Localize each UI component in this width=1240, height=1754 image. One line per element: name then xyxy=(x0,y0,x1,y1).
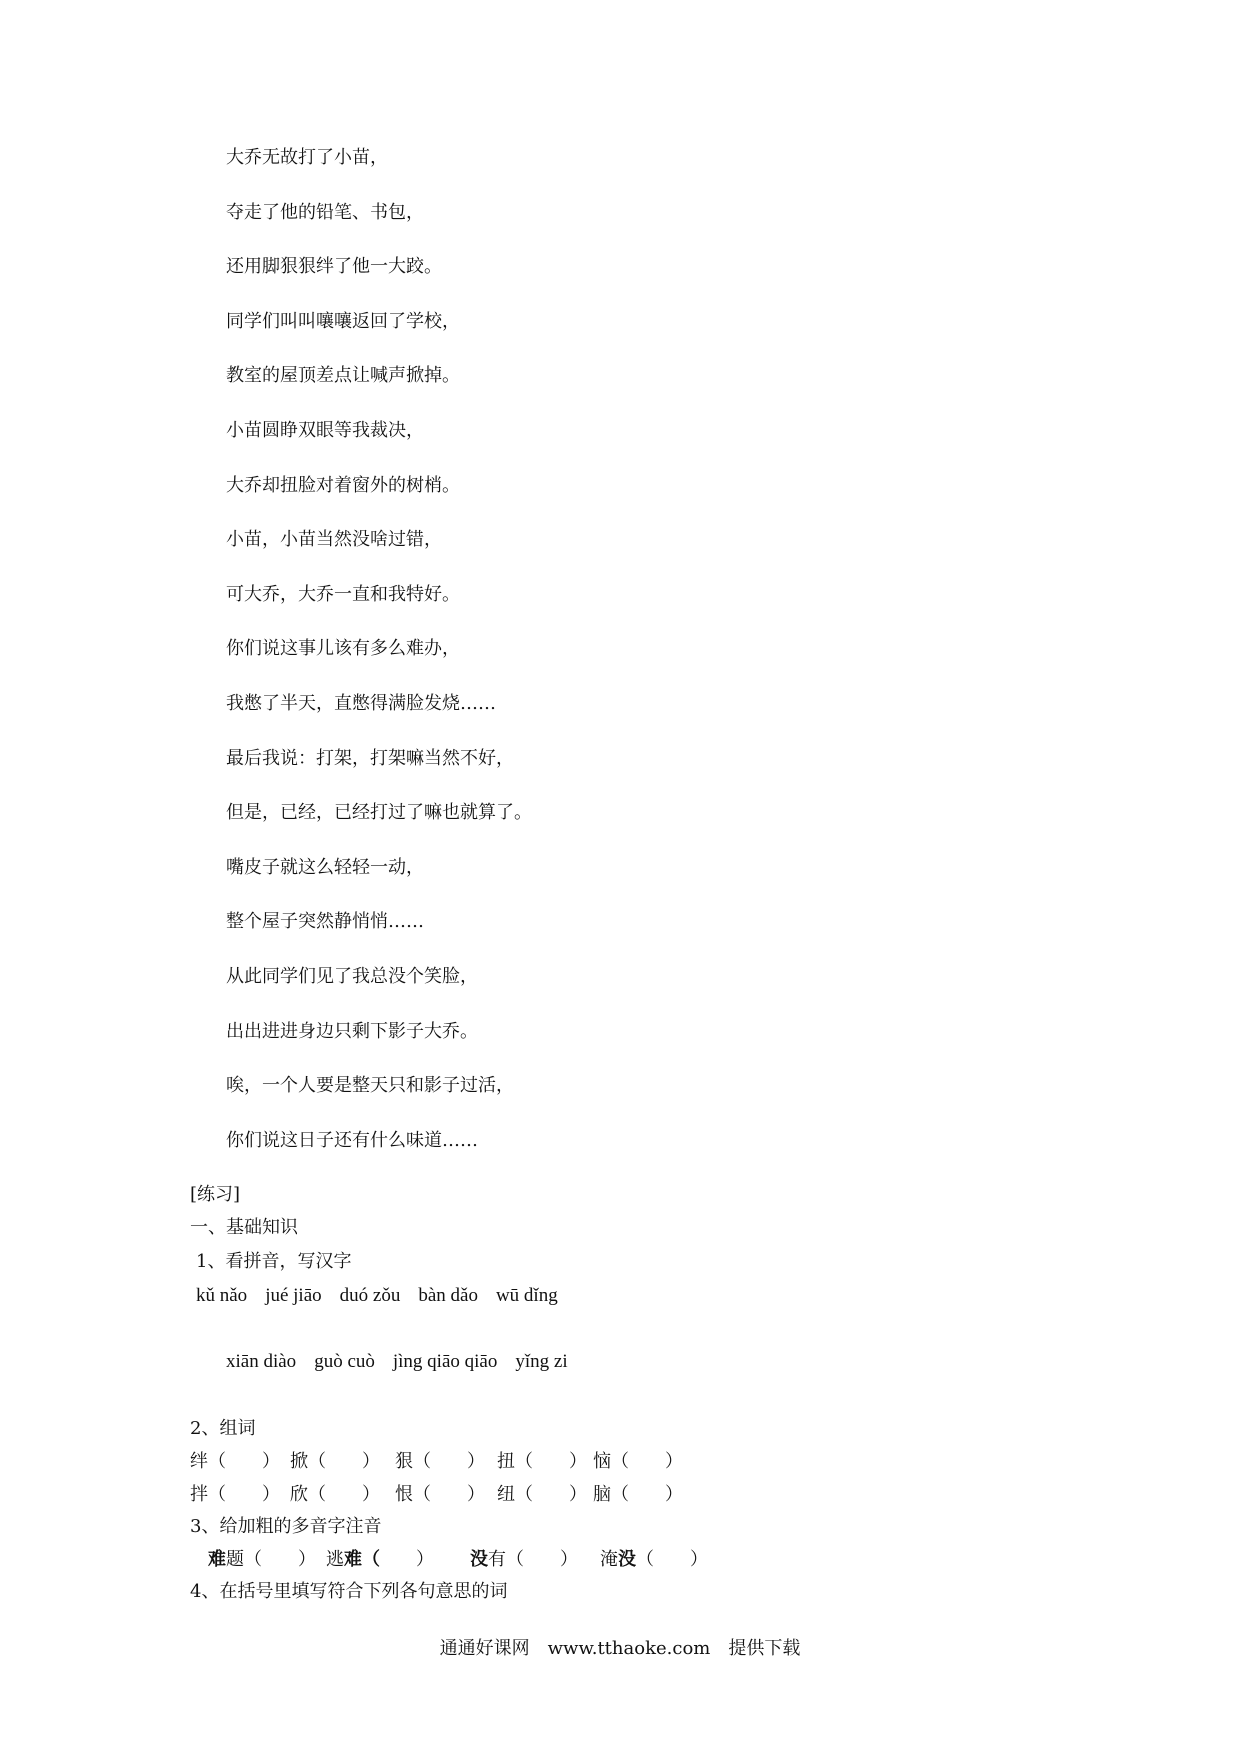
poem-line: 出出进进身边只剩下影子大乔。 xyxy=(226,1020,478,1042)
pinyin-item: jué jiāo xyxy=(265,1285,322,1306)
word-cell: 欣（ ） xyxy=(290,1484,380,1505)
polyphone-item xyxy=(326,1548,434,1572)
poem-line: 可大乔，大乔一直和我特好。 xyxy=(226,583,460,605)
word-cell: 恨（ ） xyxy=(395,1484,485,1505)
poem-line: 你们说这事儿该有多么难办， xyxy=(226,638,460,660)
polyphone-bold: 没 xyxy=(470,1549,488,1570)
poem-line: 唉，一个人要是整天只和影子过活， xyxy=(226,1075,514,1097)
poem-line: 你们说这日子还有什么味道…… xyxy=(226,1129,478,1151)
poem-line: 嘴皮子就这么轻轻一动， xyxy=(226,856,424,878)
polyphone-item xyxy=(470,1548,578,1572)
pinyin-item: xiān diào xyxy=(226,1351,297,1372)
polyphone-item xyxy=(600,1548,708,1572)
pinyin-row-2 xyxy=(226,1350,586,1374)
polyphone-post: （ ） xyxy=(636,1549,708,1570)
poem-line: 小苗，小苗当然没啥过错， xyxy=(226,529,442,551)
poem-line: 教室的屋顶差点让喊声掀掉。 xyxy=(226,365,460,387)
word-cell: 纽（ ） xyxy=(497,1484,587,1505)
question-4: 4、在括号里填写符合下列各句意思的词 xyxy=(190,1581,508,1602)
pinyin-item: yǐng zi xyxy=(515,1351,568,1372)
poem-line: 但是，已经，已经打过了嘛也就算了。 xyxy=(226,802,532,824)
word-cell: 拌（ ） xyxy=(190,1484,280,1505)
word-cell: 扭（ ） xyxy=(497,1451,587,1472)
poem-line: 同学们叫叫嚷嚷返回了学校， xyxy=(226,310,460,332)
question-2: 2、组词 xyxy=(190,1418,256,1439)
pinyin-item: guò cuò xyxy=(314,1351,375,1372)
polyphone-bold: 难 xyxy=(208,1549,226,1570)
poem-line: 大乔无故打了小苗， xyxy=(226,147,388,168)
poem-line: 小苗圆睁双眼等我裁决， xyxy=(226,419,424,441)
word-cell: 绊（ ） xyxy=(190,1451,280,1472)
polyphone-bold: 难（ xyxy=(344,1549,380,1570)
pinyin-item: bàn dǎo xyxy=(418,1285,478,1306)
polyphone-post: 有（ ） xyxy=(488,1549,578,1570)
word-cell: 狠（ ） xyxy=(395,1451,485,1472)
polyphone-pre: 逃 xyxy=(326,1549,344,1570)
poem-line: 大乔却扭脸对着窗外的树梢。 xyxy=(226,474,460,496)
polyphone-item xyxy=(208,1548,316,1572)
poem xyxy=(226,146,532,1183)
poem-line: 从此同学们见了我总没个笑脸， xyxy=(226,965,478,987)
poem-line: 我憋了半天，直憋得满脸发烧…… xyxy=(226,692,496,714)
question-3: 3、给加粗的多音字注音 xyxy=(190,1516,382,1537)
word-cell: 脑（ ） xyxy=(593,1484,683,1505)
poem-line: 夺走了他的铅笔、书包， xyxy=(226,201,424,223)
footer: 通通好课网 www.tthaoke.com 提供下载 xyxy=(439,1638,801,1659)
pinyin-item: jìng qiāo qiāo xyxy=(392,1351,498,1372)
pinyin-item: duó zǒu xyxy=(339,1285,401,1306)
pinyin-item: wū dǐng xyxy=(495,1285,558,1306)
poem-line: 整个屋子突然静悄悄…… xyxy=(226,911,424,933)
pinyin-row-1 xyxy=(196,1284,576,1308)
polyphone-post: 题（ ） xyxy=(226,1549,316,1570)
polyphone-pre: 淹 xyxy=(600,1549,618,1570)
word-cell: 掀（ ） xyxy=(290,1451,380,1472)
exercise-heading: [练习] xyxy=(190,1184,241,1205)
pinyin-item: kǔ nǎo xyxy=(196,1285,248,1306)
polyphone-bold: 没 xyxy=(618,1549,636,1570)
section-basic-knowledge: 一、基础知识 xyxy=(190,1217,298,1238)
question-1: 1、看拼音，写汉字 xyxy=(196,1251,352,1272)
poem-line: 最后我说：打架，打架嘛当然不好， xyxy=(226,747,514,769)
poem-line: 还用脚狠狠绊了他一大跤。 xyxy=(226,256,442,278)
polyphone-post: ） xyxy=(380,1549,434,1570)
word-cell: 恼（ ） xyxy=(593,1451,683,1472)
